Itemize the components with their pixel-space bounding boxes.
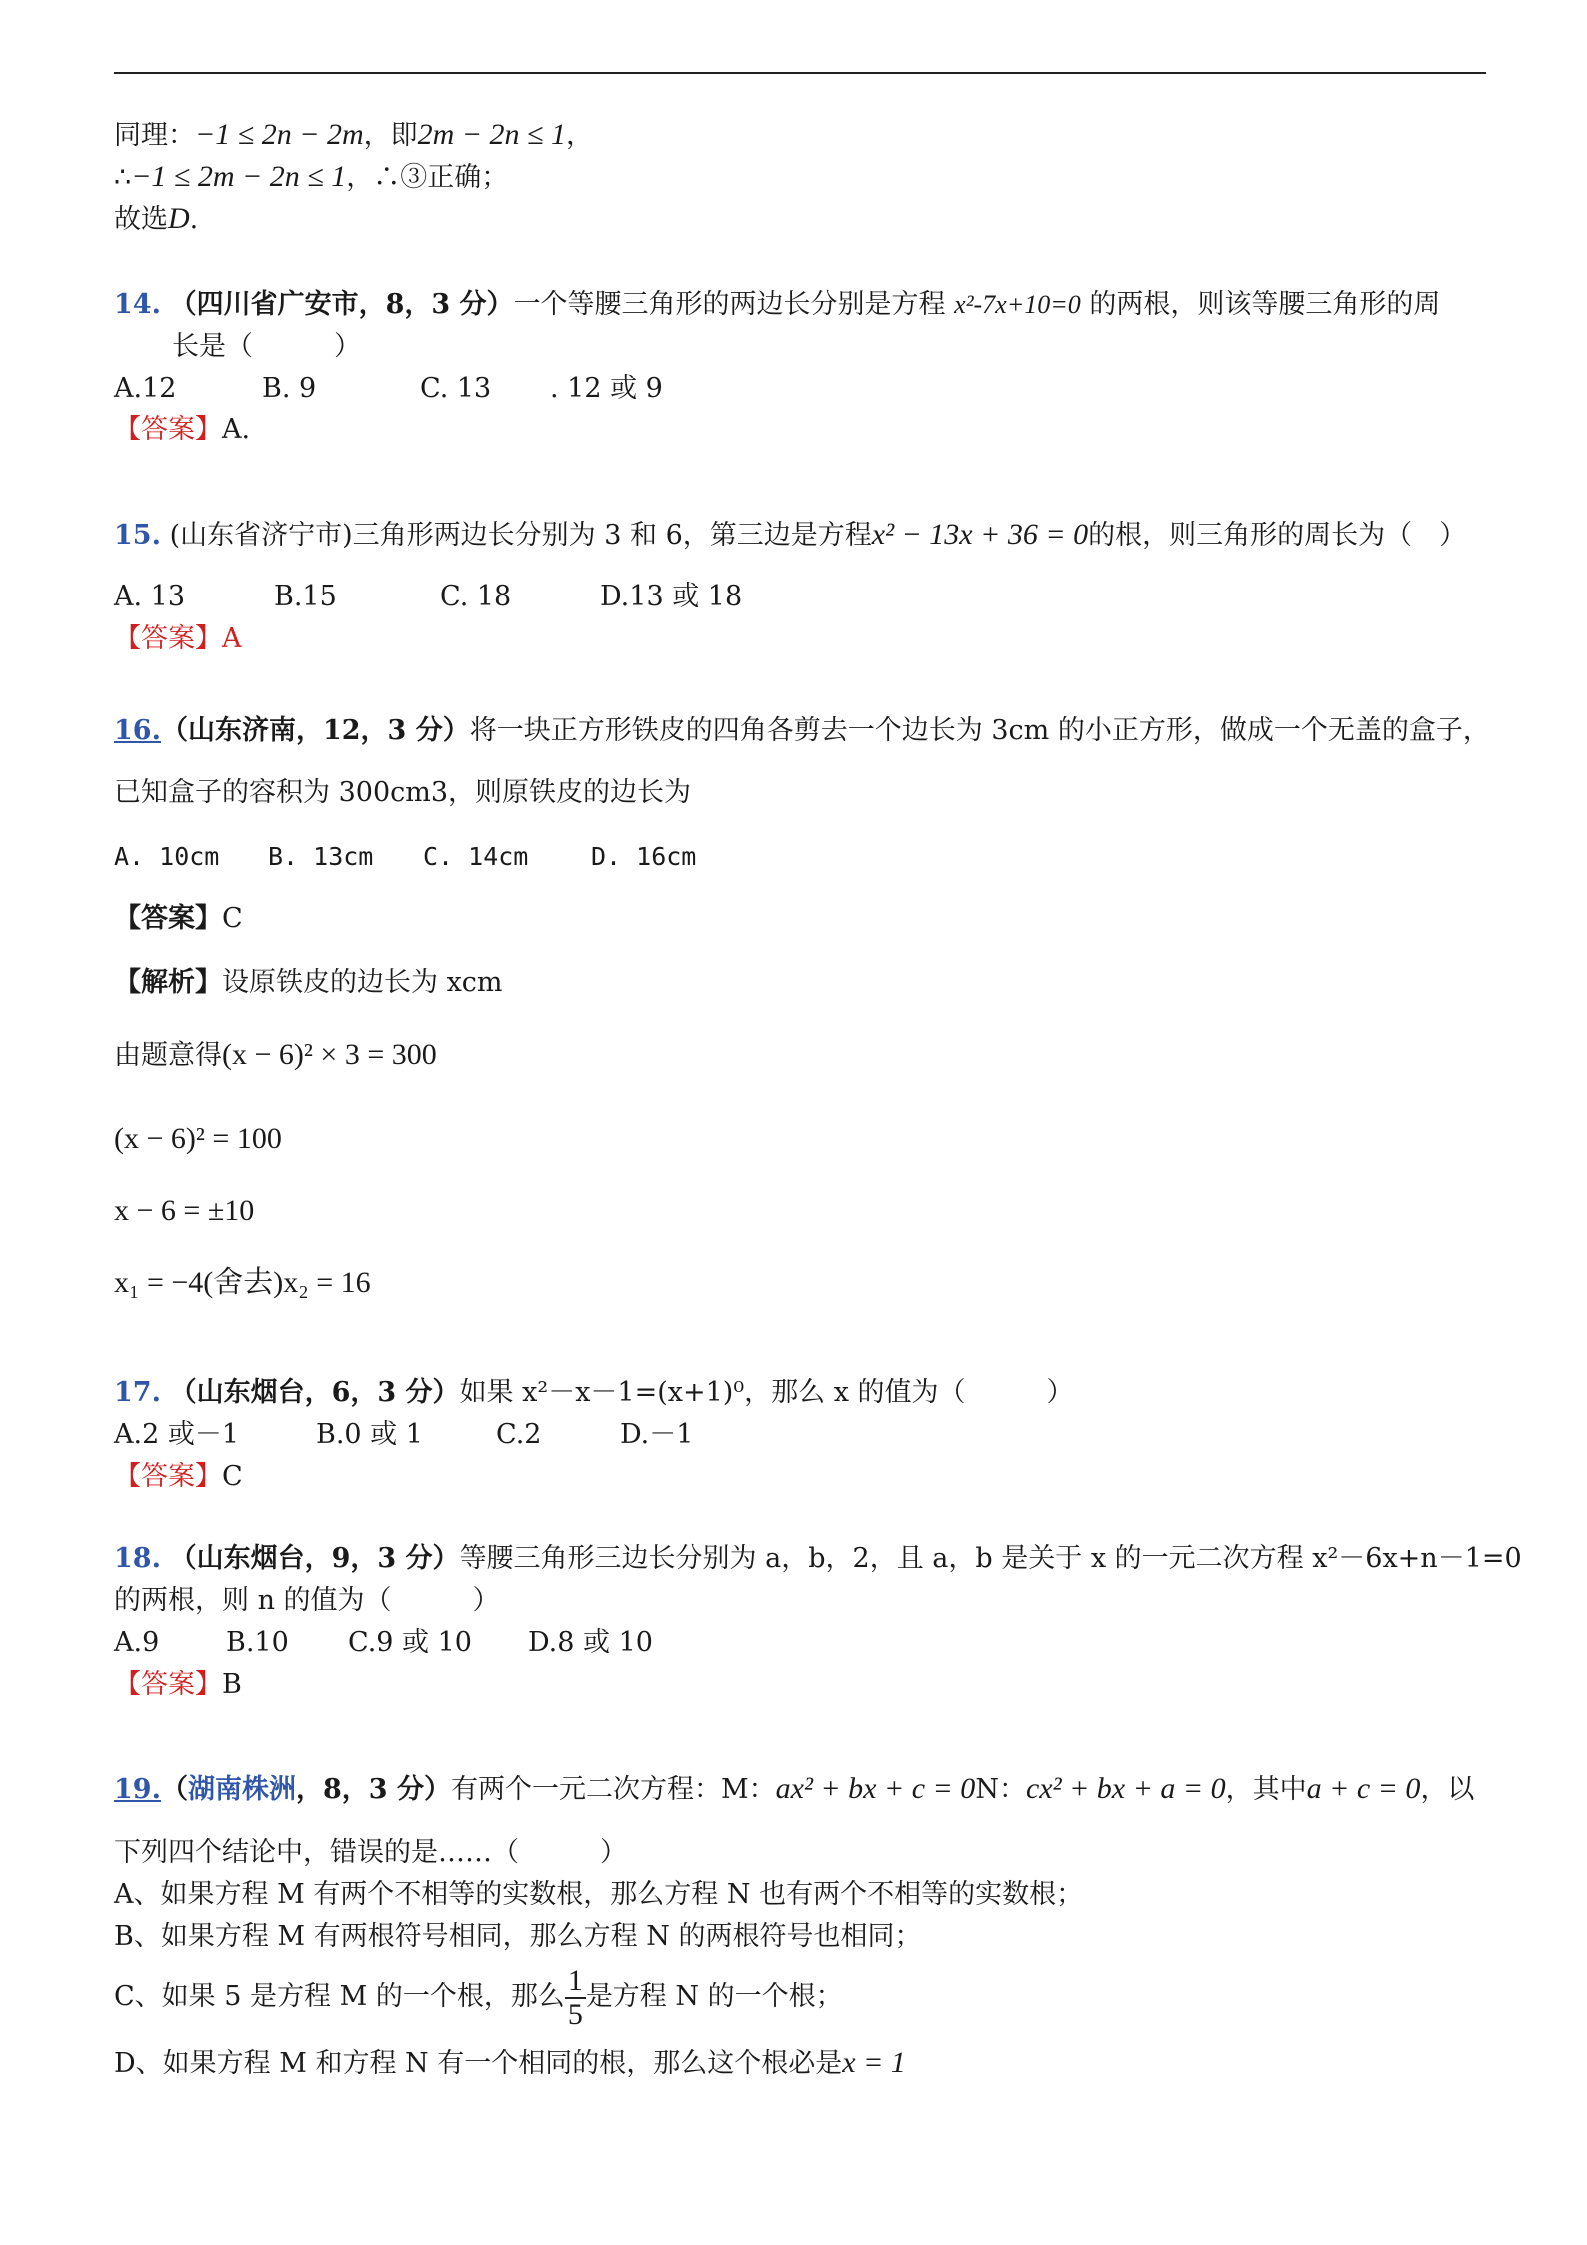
option-a: A.12: [114, 373, 177, 404]
question-source: （山东烟台，9，3 分）: [169, 1543, 460, 1574]
option-c: C. 18: [440, 581, 512, 612]
question-14-answer: [114, 411, 250, 449]
equation-n: cx² + bx + a = 0: [1025, 1772, 1226, 1805]
option-c: C. 14cm: [423, 842, 529, 871]
option-b: B.15: [274, 581, 337, 612]
option-c: C、如果 5 是方程 M 的一个根，那么: [114, 1981, 565, 2012]
solution-line-3: [114, 200, 198, 239]
question-source: （山东烟台，6，3 分）: [169, 1377, 460, 1408]
math-equation: (x − 6)² = 100: [114, 1122, 282, 1155]
math-equation: x² − 13x + 36 = 0: [871, 518, 1089, 551]
question-19-option-d: [114, 2044, 906, 2083]
question-17: [114, 1374, 1074, 1412]
answer-label: 【答案】: [114, 414, 222, 445]
fraction-numerator: 1: [565, 1965, 586, 1999]
question-text: 已知盒子的容积为 300cm3，则原铁皮的边长为: [114, 777, 692, 808]
question-14: [114, 286, 1440, 324]
analysis-text: 设原铁皮的边长为 xcm: [222, 967, 503, 998]
solution-line-1: [114, 116, 593, 155]
option-d: D.8 或 10: [528, 1627, 653, 1658]
question-16-analysis: [114, 964, 503, 1002]
option-d: D.13 或 18: [600, 581, 743, 612]
option-d: D.－1: [620, 1419, 694, 1450]
answer-value: A.: [222, 414, 251, 445]
analysis-text: 由题意得: [114, 1040, 222, 1071]
option-b: B.10: [226, 1627, 289, 1658]
question-16-answer: [114, 900, 243, 938]
question-text: 将一块正方形铁皮的四角各剪去一个边长为 3cm 的小正方形，做成一个无盖的盒子，: [469, 715, 1490, 746]
option-b: B、如果方程 M 有两根符号相同，那么方程 N 的两根符号也相同；: [114, 1921, 922, 1952]
question-19: [114, 1770, 1474, 1809]
question-19-option-c: [114, 1962, 843, 2032]
analysis-label: 【解析】: [114, 967, 222, 998]
option-c: 是方程 N 的一个根；: [585, 1981, 843, 2012]
question-16-cont: [114, 774, 691, 812]
solution-line-2: [114, 158, 508, 197]
option-d: D. 16cm: [591, 842, 697, 871]
question-text: N：: [975, 1774, 1026, 1805]
analysis-step-4: [114, 1264, 371, 1303]
question-text: 等腰三角形三边长分别为 a，b，2，且 a，b 是关于 x 的一元二次方程 x²－6x+n－1=0: [459, 1543, 1522, 1574]
math-condition: a + c = 0: [1306, 1772, 1421, 1805]
question-15: [114, 516, 1466, 555]
question-text: 下列四个结论中，错误的是……（ ）: [114, 1837, 627, 1868]
fraction: [565, 1965, 586, 2031]
solution-text: 同理：: [114, 120, 195, 151]
answer-choice: D: [168, 202, 190, 235]
option-a: A. 10cm: [114, 842, 220, 871]
question-18-cont: [114, 1582, 500, 1620]
solution-text: .: [189, 204, 199, 235]
question-text: 的两根，则 n 的值为（ ）: [114, 1585, 500, 1616]
question-text: 的两根，则该等腰三角形的周: [1080, 289, 1441, 320]
analysis-step-2: [114, 1120, 282, 1159]
option-a: A.9: [114, 1627, 160, 1658]
option-a: A. 13: [114, 581, 186, 612]
question-number: 19.: [114, 1774, 161, 1805]
analysis-step-3: [114, 1192, 254, 1231]
answer-label: 【答案】: [114, 623, 222, 654]
question-number: 17.: [114, 1377, 161, 1408]
math-equation: x²-7x+10=0: [954, 290, 1081, 319]
question-source: ，8，3 分）: [295, 1774, 451, 1805]
answer-label: 【答案】: [114, 1461, 222, 1492]
option-b: B. 9: [262, 373, 317, 404]
question-14-cont: [172, 328, 361, 366]
question-source: （: [160, 1774, 188, 1805]
option-d: . 12 或 9: [550, 373, 663, 404]
solution-text: ，: [566, 120, 593, 151]
question-18-answer: [114, 1666, 242, 1704]
option-a: A.2 或－1: [114, 1419, 240, 1450]
solution-text: ，∴③正确；: [346, 162, 509, 193]
option-a: A、如果方程 M 有两个不相等的实数根，那么方程 N 也有两个不相等的实数根；: [114, 1879, 1084, 1910]
question-text: ，以: [1420, 1774, 1475, 1805]
question-text: 有两个一元二次方程：M：: [450, 1774, 776, 1805]
question-19-cont: [114, 1834, 627, 1872]
answer-value: C: [222, 1461, 243, 1492]
option-c: C.2: [496, 1419, 542, 1450]
question-source-place: 湖南株洲: [187, 1774, 296, 1805]
solution-text: ，即: [363, 120, 418, 151]
question-17-options: [114, 1416, 693, 1454]
answer-value: B: [222, 1669, 242, 1700]
option-d: D、如果方程 M 和方程 N 有一个相同的根，那么这个根必是: [114, 2048, 843, 2079]
question-text: 的根，则三角形的周长为（ ）: [1088, 520, 1467, 551]
math-equation: x₁ = −4(舍去)x₂ = 16: [114, 1266, 371, 1299]
question-14-options: [114, 370, 663, 408]
question-text: ，其中: [1225, 1774, 1307, 1805]
option-c: C. 13: [420, 373, 492, 404]
question-15-answer: [114, 620, 242, 658]
header-rule: [114, 72, 1486, 74]
math-equation: x − 6 = ±10: [114, 1194, 255, 1227]
question-text: 一个等腰三角形的两边长分别是方程: [513, 289, 955, 320]
option-b: B.0 或 1: [316, 1419, 423, 1450]
math-equation: (x − 6)² × 3 = 300: [222, 1038, 437, 1071]
equation-m: ax² + bx + c = 0: [775, 1772, 976, 1805]
math-inequality: −1 ≤ 2m − 2n ≤ 1: [131, 160, 347, 193]
question-number: 18.: [114, 1543, 161, 1574]
question-19-option-a: [114, 1876, 1083, 1914]
question-18-options: [114, 1624, 653, 1662]
math-inequality: −1 ≤ 2n − 2m: [195, 118, 364, 151]
option-b: B. 13cm: [268, 842, 374, 871]
option-c: C.9 或 10: [348, 1627, 472, 1658]
question-text: 如果 x²－x－1=(x+1)⁰，那么 x 的值为（ ）: [459, 1377, 1074, 1408]
question-number: 16.: [114, 715, 161, 746]
question-text: 长是（ ）: [172, 331, 361, 362]
question-17-answer: [114, 1458, 243, 1496]
question-number: 14.: [114, 289, 161, 320]
answer-value: A: [222, 623, 242, 654]
solution-text: 故选: [114, 204, 168, 235]
question-18: [114, 1540, 1522, 1578]
question-19-option-b: [114, 1918, 921, 1956]
question-source: （山东济南，12，3 分）: [160, 715, 470, 746]
answer-label: 【答案】: [114, 903, 222, 934]
question-source: （四川省广安市，8，3 分）: [169, 289, 514, 320]
analysis-step-1: [114, 1036, 437, 1075]
answer-label: 【答案】: [114, 1669, 222, 1700]
fraction-denominator: 5: [567, 1997, 583, 2031]
question-16: [114, 712, 1490, 750]
question-15-options: [114, 578, 742, 616]
question-16-options: [114, 838, 696, 876]
therefore-symbol: ∴: [114, 162, 132, 193]
answer-value: C: [222, 903, 243, 934]
math-inequality: 2m − 2n ≤ 1: [417, 118, 566, 151]
question-text: (山东省济宁市)三角形两边长分别为 3 和 6，第三边是方程: [169, 520, 872, 551]
math-equation: x = 1: [842, 2046, 906, 2079]
question-number: 15.: [114, 520, 161, 551]
